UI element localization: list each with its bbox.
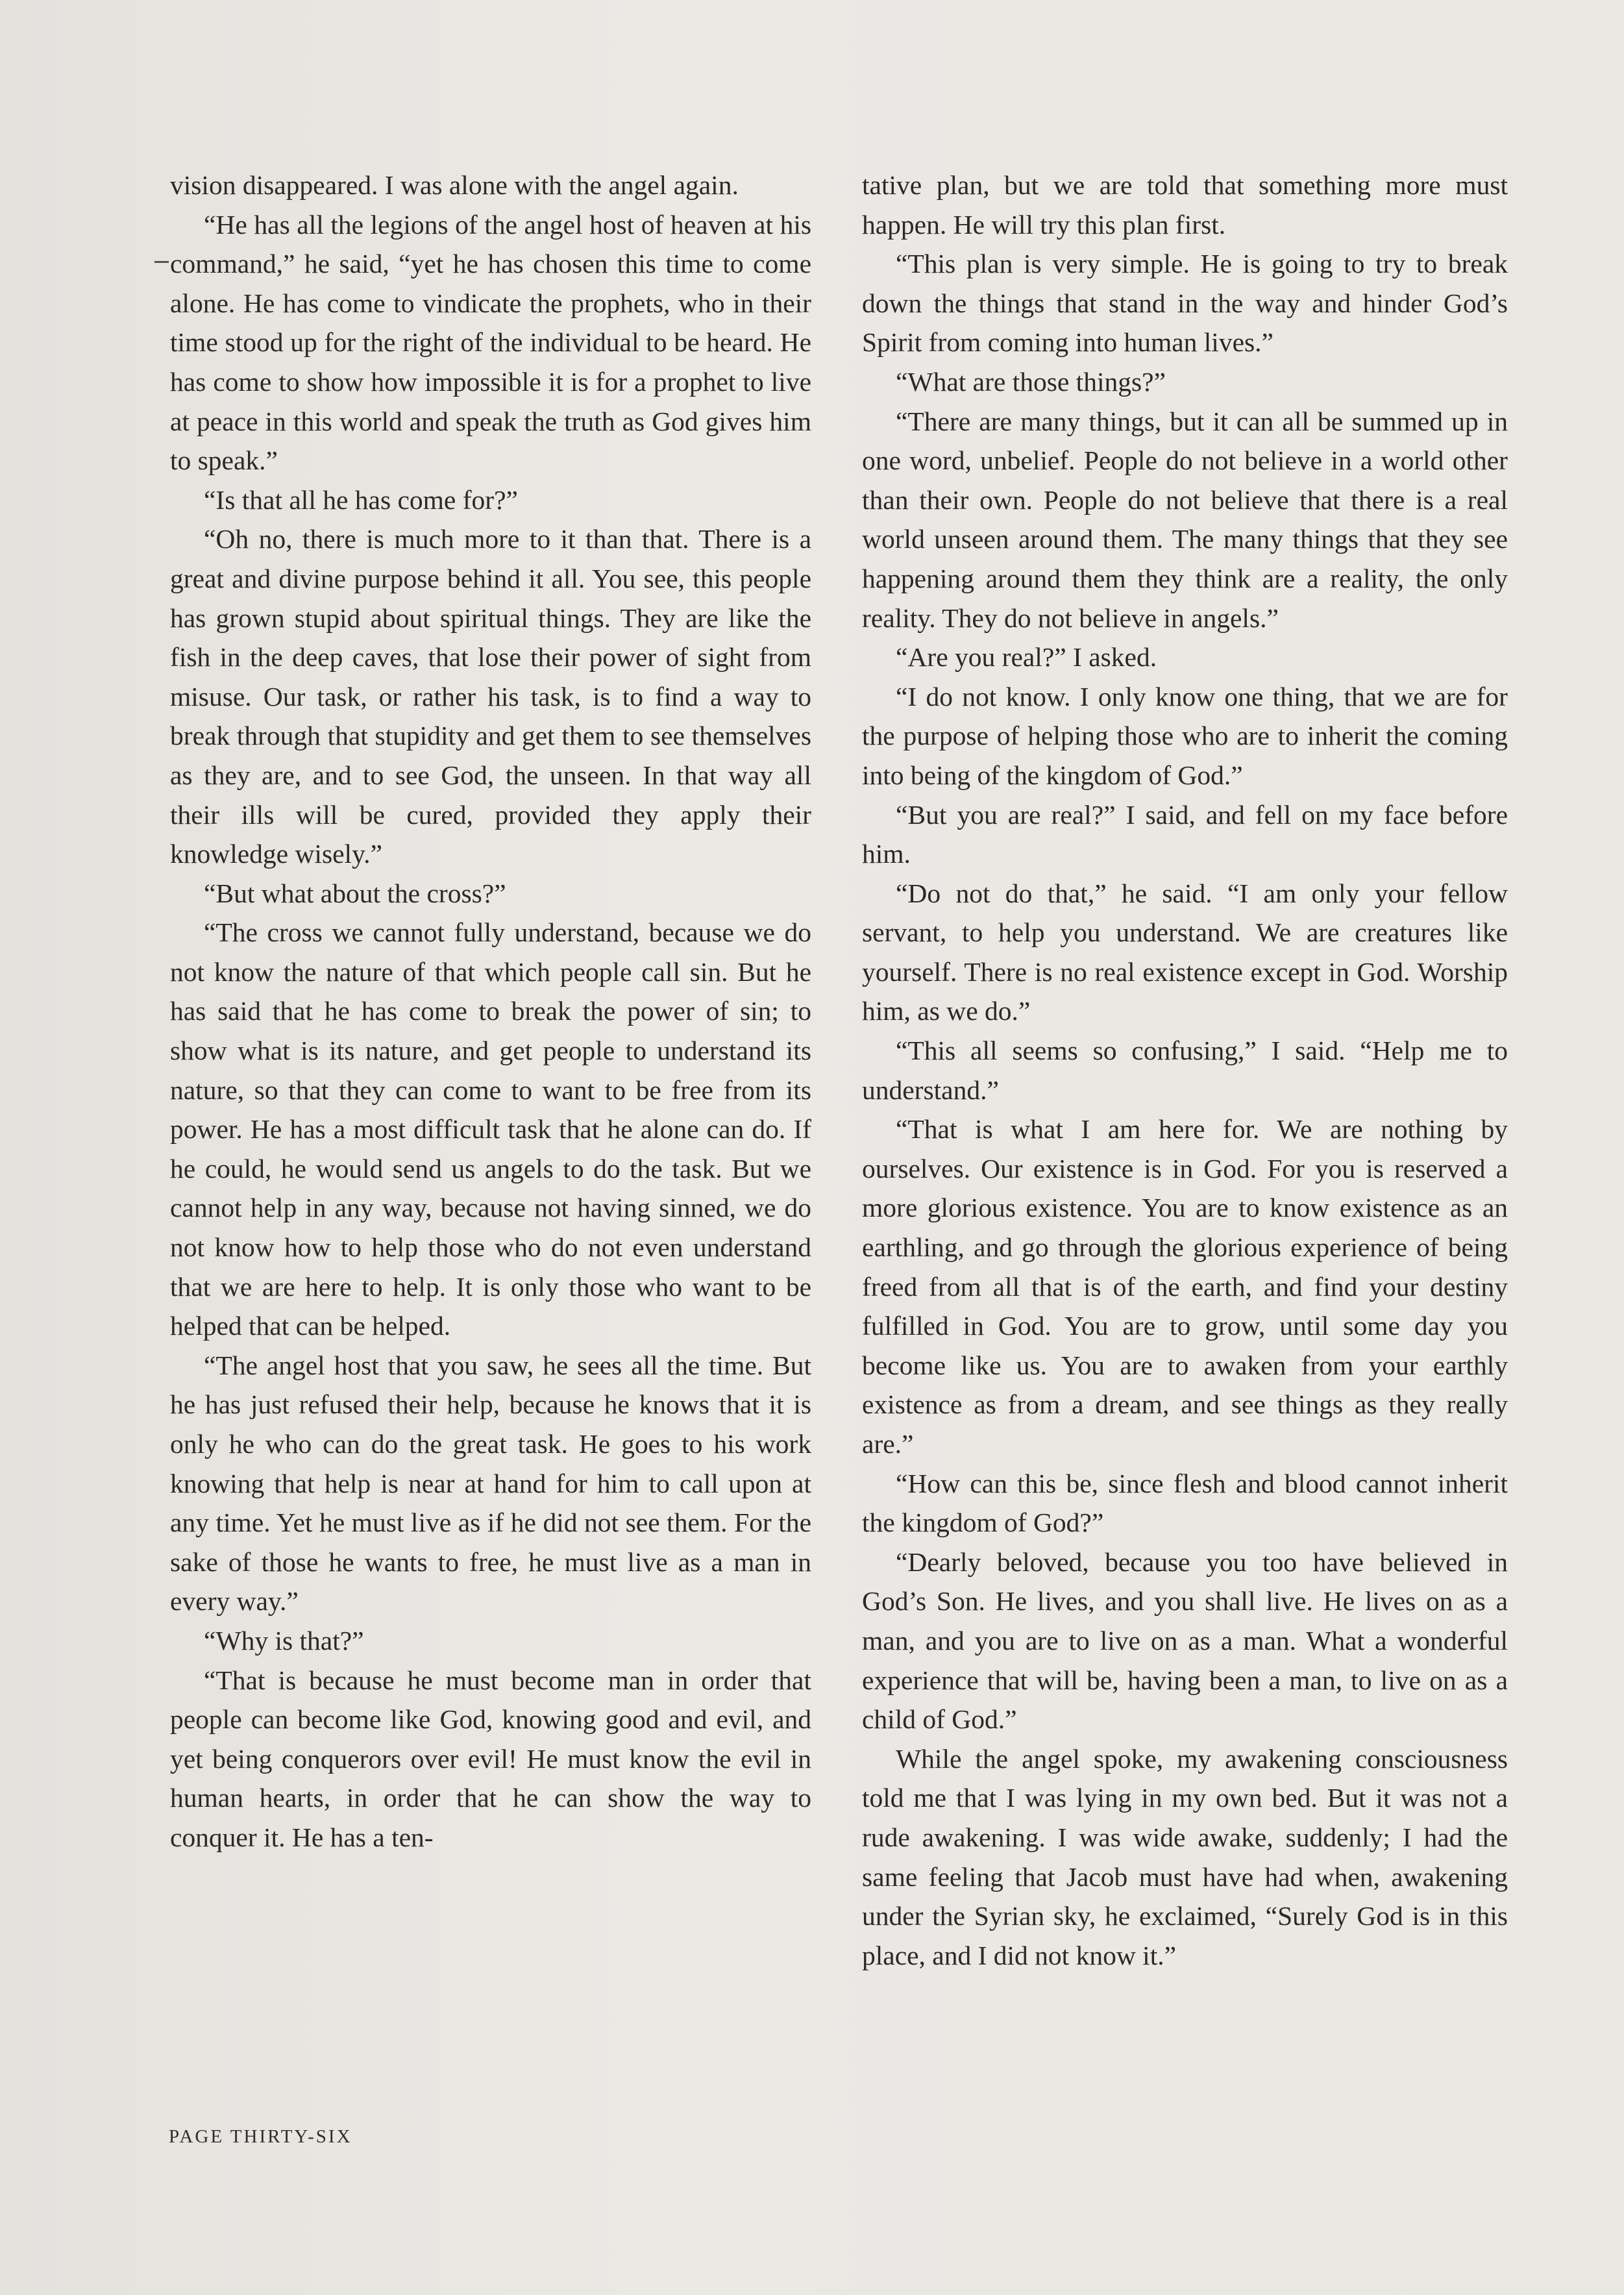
paragraph: “Dearly beloved, because you too have believed in God’s Son. He lives, and you shall live. He lives on as a man, and you are to live on as a man. What a wonderful experience that will be, having been a man, to live on as a child of God.” xyxy=(862,1546,1508,1735)
paragraph: “The cross we cannot fully understand, because we do not know the nature of that which people call sin. But he has said that he has come to break the power of sin; to show what is its nature, and get people to understand its nature, so that they can come to want to be free from its power. He has a most difficult task that he alone can do. If he could, he would send us angels to do the task. But we cannot help in any way, because not having sinned, we do not know how to help those who do not even understand that we are here to help. It is only those who want to be helped that can be helped. xyxy=(170,917,811,1341)
paragraph: While the angel spoke, my awakening consciousness told me that I was lying in my own bed. But it was not a rude awakening. I was wide awake, suddenly; I had the same feeling that Jacob must have had when, awakening under the Syrian sky, he exclaimed, “Surely God is in this place, and I did not know it.” xyxy=(862,1743,1508,1970)
paragraph: “Do not do that,” he said. “I am only your fellow servant, to help you understand. We are creatures like yourself. There is no real existence except in God. Worship him, as we do.” xyxy=(862,878,1508,1026)
paragraph: “But what about the cross?” xyxy=(204,878,506,908)
paragraph: “Oh no, there is much more to it than that. There is a great and divine purpose behind it all. You see, this people has grown stupid about spiritual things. They are like the fish in the deep caves, that lose their power of sight from misuse. Our task, or rather his task, is to find a way to break through that stupidity and get them to see themselves as they are, and to see God, the unseen. In that way all their ills will be cured, provided they apply their knowledge wisely.” xyxy=(170,524,811,869)
paragraph: “That is what I am here for. We are nothing by ourselves. Our existence is in God. For you is reserved a more glorious existence. You are to know existence as an earthling, and go through the glorious experience of being freed from all that is of the earth, and find your destiny fulfilled in God. You are to grow, until some day you become like us. You are to awaken from your earthly existence as from a dream, and see things as they really are.” xyxy=(862,1114,1508,1459)
paragraph: vision disappeared. I was alone with the angel again. xyxy=(170,170,739,200)
paragraph: “That is because he must become man in order that people can become like God, knowing good and evil, and yet being conquerors over evil! He must know the evil in human hearts, in order that he can show the way to conquer it. He has a ten- xyxy=(170,1665,811,1852)
paragraph: “What are those things?” xyxy=(896,366,1166,397)
paragraph: “But you are real?” I said, and fell on my face before him. xyxy=(862,799,1508,869)
paragraph: “I do not know. I only know one thing, that we are for the purpose of helping those who are to inherit the coming into being of the kingdom of God.” xyxy=(862,681,1508,790)
paragraph: “Why is that?” xyxy=(204,1625,364,1656)
paragraph: tative plan, but we are told that something more must happen. He will try this plan first. xyxy=(862,170,1508,240)
paragraph: “Is that all he has come for?” xyxy=(204,484,518,515)
left-text-column xyxy=(170,166,811,1857)
paragraph: “There are many things, but it can all be summed up in one word, unbelief. People do not believe in a world other than their own. People do not believe that there is a real world unseen around them. The many things that they see happening around them they think are a reality, the only reality. They do not believe in angels.” xyxy=(862,406,1508,633)
paragraph: “This all seems so confusing,” I said. “Help me to understand.” xyxy=(862,1036,1508,1105)
paragraph: “How can this be, since flesh and blood cannot inherit the kingdom of God?” xyxy=(862,1468,1508,1538)
stray-ink-mark xyxy=(154,261,169,263)
paragraph: “The angel host that you saw, he sees all the time. But he has just refused their help, because he knows that it is only he who can do the great task. He goes to his work knowing that help is near at hand for him to call upon at any time. Yet he must live as if he did not see them. For the sake of those he wants to free, he must live as a man in every way.” xyxy=(170,1350,811,1617)
paragraph: “This plan is very simple. He is going to try to break down the things that stand in the way and hinder God’s Spirit from coming into human lives.” xyxy=(862,249,1508,358)
paragraph: “Are you real?” I asked. xyxy=(896,642,1157,673)
paragraph: “He has all the legions of the angel host of heaven at his command,” he said, “yet he has chosen this time to come alone. He has come to vindicate the prophets, who in their time stood up for the right of the individual to be heard. He has come to show how impossible it is for a prophet to live at peace in this world and speak the truth as God gives him to speak.” xyxy=(170,209,811,476)
page-number-footer: PAGE THIRTY-SIX xyxy=(169,2126,352,2147)
right-text-column xyxy=(862,166,1508,1975)
